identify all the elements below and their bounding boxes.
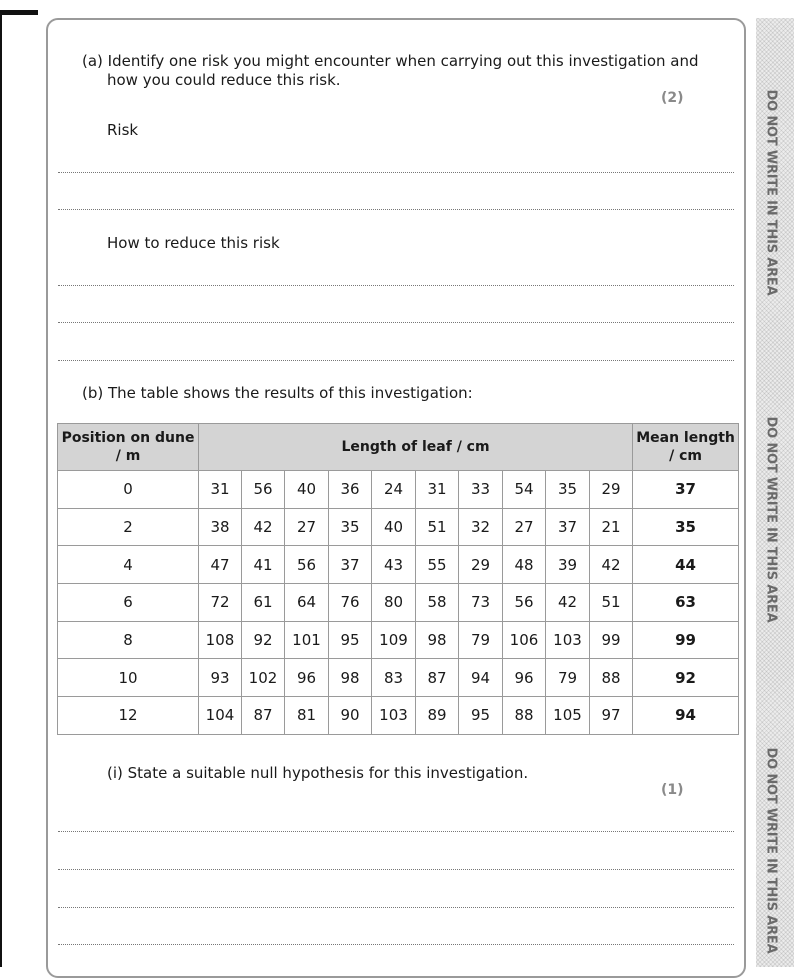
cell-leaf-length: 51 <box>590 584 633 622</box>
header-position: Position on dune / m <box>58 424 199 471</box>
cell-leaf-length: 103 <box>372 697 416 735</box>
cell-leaf-length: 29 <box>590 471 633 509</box>
cell-leaf-length: 27 <box>285 508 329 546</box>
cell-leaf-length: 38 <box>199 508 242 546</box>
marks-b-i: (1) <box>661 782 684 798</box>
cell-leaf-length: 37 <box>546 508 590 546</box>
cell-leaf-length: 41 <box>242 546 285 584</box>
answer-line[interactable] <box>58 831 734 832</box>
table-row <box>58 584 739 622</box>
answer-line[interactable] <box>58 869 734 870</box>
header-mean: Mean length / cm <box>633 424 739 471</box>
cell-leaf-length: 109 <box>372 621 416 659</box>
cell-leaf-length: 96 <box>285 659 329 697</box>
cell-position: 4 <box>58 546 199 584</box>
cell-leaf-length: 98 <box>329 659 372 697</box>
table-row <box>58 508 739 546</box>
cell-leaf-length: 79 <box>546 659 590 697</box>
header-length: Length of leaf / cm <box>199 424 633 471</box>
table-row <box>58 697 739 735</box>
cell-leaf-length: 103 <box>546 621 590 659</box>
cell-position: 10 <box>58 659 199 697</box>
cell-leaf-length: 55 <box>416 546 459 584</box>
answer-line[interactable] <box>58 285 734 286</box>
cell-position: 0 <box>58 471 199 509</box>
cell-position: 6 <box>58 584 199 622</box>
cell-leaf-length: 99 <box>590 621 633 659</box>
cell-mean-length: 35 <box>633 508 739 546</box>
cell-mean-length: 37 <box>633 471 739 509</box>
table-row <box>58 621 739 659</box>
marks-a: (2) <box>661 90 684 106</box>
cell-leaf-length: 35 <box>546 471 590 509</box>
cell-mean-length: 99 <box>633 621 739 659</box>
cell-leaf-length: 108 <box>199 621 242 659</box>
cell-mean-length: 44 <box>633 546 739 584</box>
question-b-intro: (b) The table shows the results of this investigation: <box>82 384 473 402</box>
cell-leaf-length: 95 <box>459 697 503 735</box>
cell-mean-length: 94 <box>633 697 739 735</box>
cell-leaf-length: 105 <box>546 697 590 735</box>
cell-leaf-length: 101 <box>285 621 329 659</box>
cell-leaf-length: 58 <box>416 584 459 622</box>
cell-leaf-length: 56 <box>285 546 329 584</box>
cell-leaf-length: 106 <box>503 621 546 659</box>
cell-leaf-length: 64 <box>285 584 329 622</box>
cell-leaf-length: 104 <box>199 697 242 735</box>
answer-line[interactable] <box>58 322 734 323</box>
cell-leaf-length: 36 <box>329 471 372 509</box>
cell-leaf-length: 96 <box>503 659 546 697</box>
cell-mean-length: 92 <box>633 659 739 697</box>
table-row <box>58 546 739 584</box>
question-a-line2: how you could reduce this risk. <box>107 71 341 89</box>
cell-leaf-length: 47 <box>199 546 242 584</box>
cell-leaf-length: 24 <box>372 471 416 509</box>
cell-leaf-length: 32 <box>459 508 503 546</box>
cell-position: 12 <box>58 697 199 735</box>
margin-notice-bottom: DO NOT WRITE IN THIS AREA <box>763 747 779 954</box>
cell-leaf-length: 102 <box>242 659 285 697</box>
answer-line[interactable] <box>58 209 734 210</box>
cell-leaf-length: 93 <box>199 659 242 697</box>
cell-leaf-length: 42 <box>242 508 285 546</box>
cell-leaf-length: 29 <box>459 546 503 584</box>
cell-leaf-length: 43 <box>372 546 416 584</box>
cell-leaf-length: 54 <box>503 471 546 509</box>
cell-leaf-length: 89 <box>416 697 459 735</box>
cell-leaf-length: 80 <box>372 584 416 622</box>
question-b-i: (i) State a suitable null hypothesis for this investigation. <box>107 764 529 782</box>
margin-notice-middle: DO NOT WRITE IN THIS AREA <box>763 416 779 623</box>
cell-leaf-length: 88 <box>590 659 633 697</box>
question-a-line1: (a) Identify one risk you might encounter when carrying out this investigation and <box>82 52 699 70</box>
cell-leaf-length: 33 <box>459 471 503 509</box>
cell-leaf-length: 90 <box>329 697 372 735</box>
cell-leaf-length: 61 <box>242 584 285 622</box>
reduce-risk-label: How to reduce this risk <box>107 234 280 252</box>
cell-leaf-length: 27 <box>503 508 546 546</box>
answer-line[interactable] <box>58 907 734 908</box>
cell-leaf-length: 72 <box>199 584 242 622</box>
cell-position: 2 <box>58 508 199 546</box>
cell-leaf-length: 37 <box>329 546 372 584</box>
cell-leaf-length: 98 <box>416 621 459 659</box>
cell-leaf-length: 92 <box>242 621 285 659</box>
cell-leaf-length: 79 <box>459 621 503 659</box>
corner-crop-mark <box>0 10 38 15</box>
cell-leaf-length: 73 <box>459 584 503 622</box>
cell-leaf-length: 81 <box>285 697 329 735</box>
cell-leaf-length: 42 <box>590 546 633 584</box>
cell-mean-length: 63 <box>633 584 739 622</box>
risk-label: Risk <box>107 121 139 139</box>
cell-leaf-length: 94 <box>459 659 503 697</box>
cell-leaf-length: 42 <box>546 584 590 622</box>
cell-leaf-length: 31 <box>416 471 459 509</box>
cell-leaf-length: 39 <box>546 546 590 584</box>
answer-line[interactable] <box>58 360 734 361</box>
page-edge-line <box>0 10 2 967</box>
table-row <box>58 471 739 509</box>
answer-line[interactable] <box>58 944 734 945</box>
cell-leaf-length: 97 <box>590 697 633 735</box>
table-row <box>58 659 739 697</box>
margin-notice-top: DO NOT WRITE IN THIS AREA <box>763 89 779 296</box>
results-table <box>57 423 739 735</box>
cell-leaf-length: 51 <box>416 508 459 546</box>
cell-leaf-length: 95 <box>329 621 372 659</box>
cell-leaf-length: 35 <box>329 508 372 546</box>
cell-leaf-length: 88 <box>503 697 546 735</box>
cell-leaf-length: 87 <box>416 659 459 697</box>
table-header-row <box>58 424 739 471</box>
cell-leaf-length: 87 <box>242 697 285 735</box>
cell-leaf-length: 56 <box>503 584 546 622</box>
cell-leaf-length: 56 <box>242 471 285 509</box>
cell-leaf-length: 40 <box>285 471 329 509</box>
cell-position: 8 <box>58 621 199 659</box>
cell-leaf-length: 21 <box>590 508 633 546</box>
cell-leaf-length: 40 <box>372 508 416 546</box>
cell-leaf-length: 83 <box>372 659 416 697</box>
cell-leaf-length: 76 <box>329 584 372 622</box>
answer-line[interactable] <box>58 172 734 173</box>
cell-leaf-length: 48 <box>503 546 546 584</box>
cell-leaf-length: 31 <box>199 471 242 509</box>
